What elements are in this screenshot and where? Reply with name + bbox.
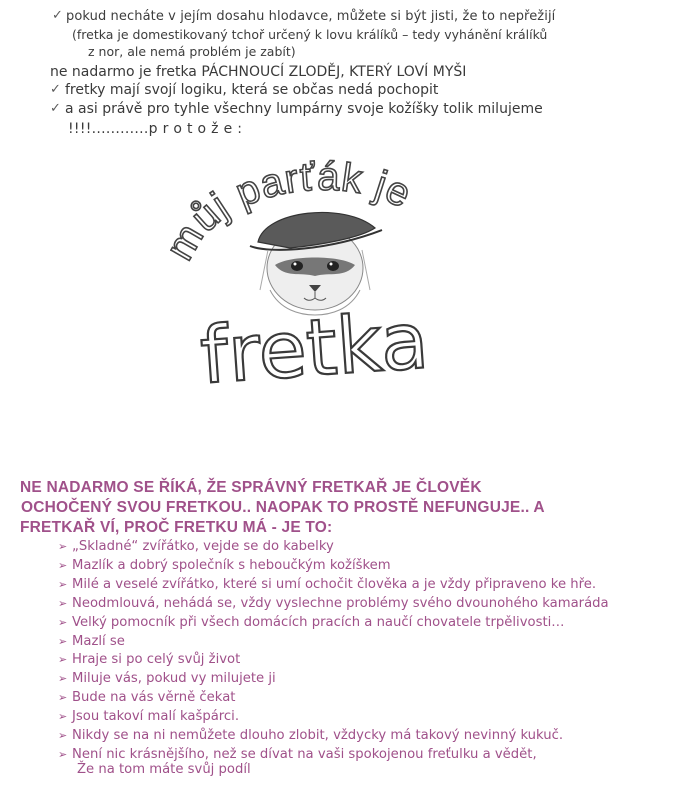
intro-line-2: (fretka je domestikovaný tchoř určený k lovu králíků – tedy vyhánění králíků	[72, 27, 548, 42]
check-icon: ✓	[50, 101, 61, 116]
arrow-bullet-icon: ➢	[58, 729, 68, 743]
logo-big-text	[198, 296, 432, 402]
arrow-bullet-icon: ➢	[58, 596, 68, 610]
list-item: ➢ Není nic krásnějšího, než se dívat na vaši spokojenou freťulku a vědět,	[58, 746, 678, 765]
arrow-bullet-icon: ➢	[58, 747, 68, 761]
arrow-bullet-icon: ➢	[58, 540, 68, 553]
arrow-bullet-icon: ➢	[58, 672, 68, 686]
logo	[170, 150, 460, 415]
arrow-bullet-icon: ➢	[58, 710, 68, 724]
arrow-bullet-icon: ➢	[58, 691, 68, 705]
check-icon: ✓	[52, 8, 63, 23]
intro-line-7: !!!!............p r o t o ž e :	[68, 121, 243, 137]
list-item: ➢ Velký pomocník při všech domácích pracích a naučí chovatele trpělivosti…	[58, 614, 678, 633]
list-item: ➢ „Skladné“ zvířátko, vejde se do kabelky	[58, 538, 678, 557]
heading-line-1: NE NADARMO SE ŘÍKÁ, ŽE SPRÁVNÝ FRETKAŘ JE ČLOVĚK	[20, 479, 482, 496]
list-item: ➢ Miluje vás, pokud vy milujete ji	[58, 670, 678, 689]
arrow-bullet-icon: ➢	[58, 615, 68, 629]
arrow-bullet-icon: ➢	[58, 653, 68, 667]
intro-line-4: ne nadarmo je fretka PÁCHNOUCÍ ZLODĚJ, KTERÝ LOVÍ MYŠI	[50, 64, 467, 80]
list-item: ➢ Nikdy se na ni nemůžete dlouho zlobit, vždycky má takový nevinný kukuč.	[58, 727, 678, 746]
list-item-continuation: Že na tom máte svůj podíl	[77, 762, 251, 777]
logo-arc-text: ůj parťák je	[182, 154, 419, 241]
ferret-logo-illustration	[170, 150, 460, 415]
list-item: ➢ Hraje si po celý svůj život	[58, 651, 678, 670]
list-item: ➢ Milé a veselé zvířátko, které si umí ochočit člověka a je vždy připraveno ke hře.	[58, 576, 678, 595]
arrow-bullet-icon: ➢	[58, 577, 68, 591]
svg-text:fretka: fretka	[197, 296, 432, 402]
list-item: ➢ Jsou takoví malí kašpárci.	[58, 708, 678, 727]
list-item: ➢ Mazlí se	[58, 633, 678, 652]
intro-line-6: a asi právě pro tyhle všechny lumpárny svoje kožíšky tolik milujeme	[65, 101, 543, 117]
list-item: ➢ Neodmlouvá, nehádá se, vždy vyslechne problémy svého dvounohého kamaráda	[58, 595, 678, 614]
intro-line-3: z nor, ale nemá problém je zabít)	[88, 44, 296, 59]
reasons-list	[58, 538, 678, 765]
arrow-bullet-icon: ➢	[58, 558, 68, 572]
list-item: ➢ Bude na vás věrně čekat	[58, 689, 678, 708]
heading-line-2: OCHOČENÝ SVOU FRETKOU.. NAOPAK TO PROSTĚ NEFUNGUJE.. A	[21, 499, 545, 516]
intro-line-5: fretky mají svojí logiku, která se občas nedá pochopit	[65, 82, 439, 98]
main-heading	[20, 478, 660, 538]
heading-line-3: FRETKAŘ VÍ, PROČ FRETKU MÁ - JE TO:	[20, 519, 333, 536]
arrow-bullet-icon: ➢	[58, 634, 68, 648]
intro-line-1: pokud necháte v jejím dosahu hlodavce, můžete si být jisti, že to nepřežijí	[66, 9, 556, 24]
list-item: ➢ Mazlík a dobrý společník s heboučkým kožíškem	[58, 557, 678, 576]
check-icon: ✓	[50, 82, 61, 97]
